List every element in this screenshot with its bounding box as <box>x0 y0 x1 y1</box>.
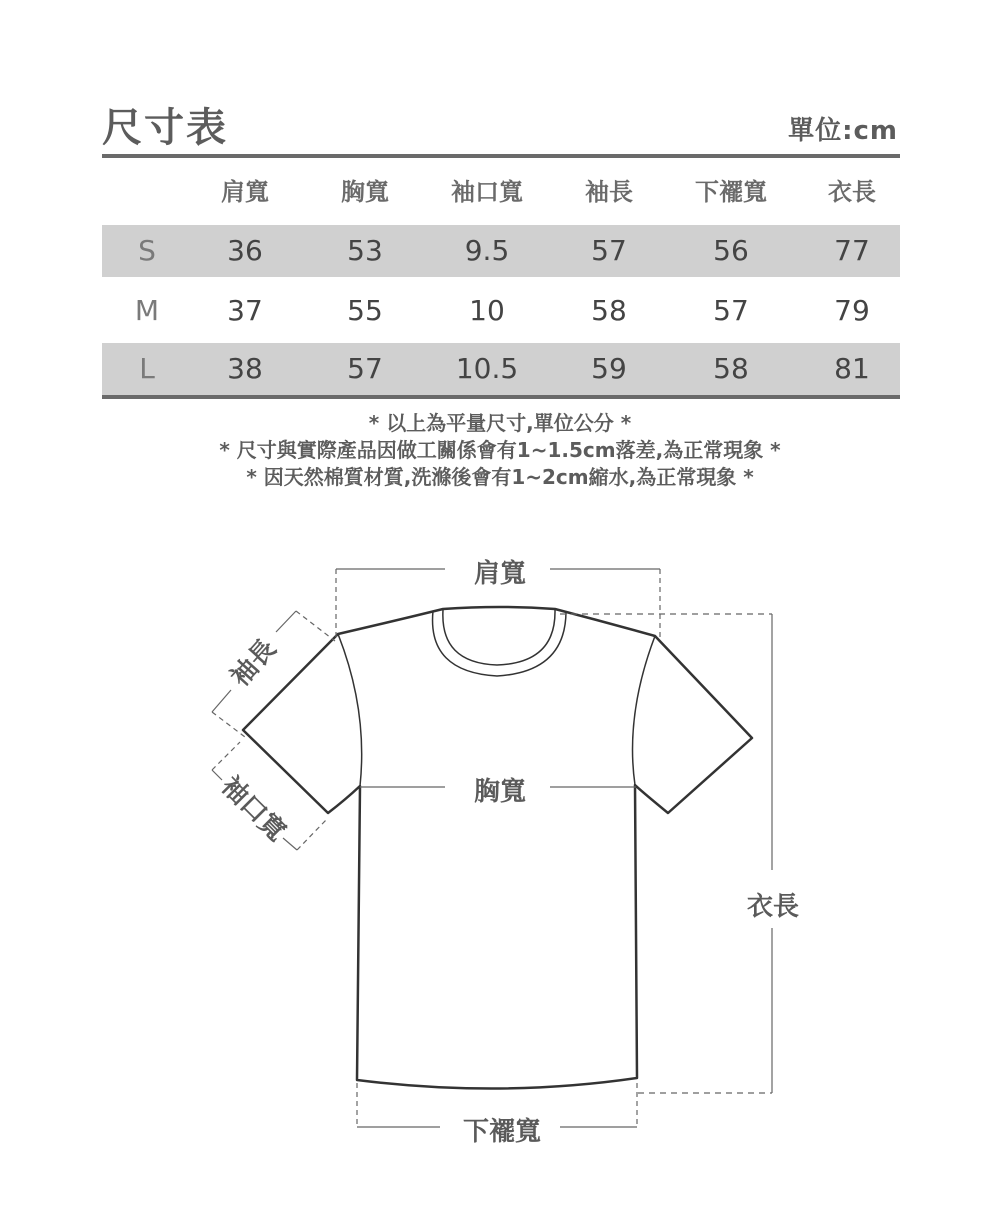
hem-label: 下襬寬 <box>459 1111 545 1148</box>
chest-label: 胸寬 <box>470 771 530 808</box>
right-sleeve-seam <box>633 636 656 785</box>
body-length-label: 衣長 <box>745 884 801 925</box>
size-label: M <box>134 294 160 327</box>
table-cell: 57 <box>713 294 749 327</box>
note-line: * 尺寸與實際產品因做工關係會有1~1.5cm落差,為正常現象 * <box>219 438 781 462</box>
table-cell: 10 <box>469 294 505 327</box>
table-cell: 37 <box>227 294 263 327</box>
table-cell: 38 <box>227 352 263 385</box>
header-hem: 下襬寬 <box>695 178 767 206</box>
table-cell: 81 <box>834 352 870 385</box>
table-cell: 58 <box>591 294 627 327</box>
sleeve-length-label: 袖長 <box>225 633 283 693</box>
page-title: 尺寸表 <box>102 105 228 151</box>
body-length-measure <box>560 614 772 1093</box>
table-cell: 53 <box>347 234 383 267</box>
header-body-length: 衣長 <box>828 178 876 206</box>
collar-inner <box>443 610 555 665</box>
table-cell: 9.5 <box>464 234 510 267</box>
unit-label: 單位:cm <box>788 116 898 146</box>
size-label: L <box>139 352 155 385</box>
table-cell: 56 <box>713 234 749 267</box>
table-cell: 79 <box>834 294 870 327</box>
cuff-label: 袖口寬 <box>215 771 292 848</box>
shoulder-label: 肩寬 <box>470 553 530 590</box>
table-cell: 55 <box>347 294 383 327</box>
note-line: * 以上為平量尺寸,單位公分 * <box>368 411 632 435</box>
table-cell: 36 <box>227 234 263 267</box>
header-shoulder: 肩寬 <box>221 178 269 206</box>
table-cell: 77 <box>834 234 870 267</box>
header-chest: 胸寬 <box>341 178 389 206</box>
tshirt-outline <box>243 607 752 1089</box>
table-cell: 58 <box>713 352 749 385</box>
table-cell: 57 <box>591 234 627 267</box>
header-cuff: 袖口寬 <box>451 178 523 206</box>
table-cell: 57 <box>347 352 383 385</box>
note-line: * 因天然棉質材質,洗滌後會有1~2cm縮水,為正常現象 * <box>246 465 754 489</box>
table-cell: 59 <box>591 352 627 385</box>
header-sleeve-length: 袖長 <box>585 178 633 206</box>
left-sleeve-seam <box>338 634 362 786</box>
table-cell: 10.5 <box>455 352 519 385</box>
size-label: S <box>138 234 156 267</box>
